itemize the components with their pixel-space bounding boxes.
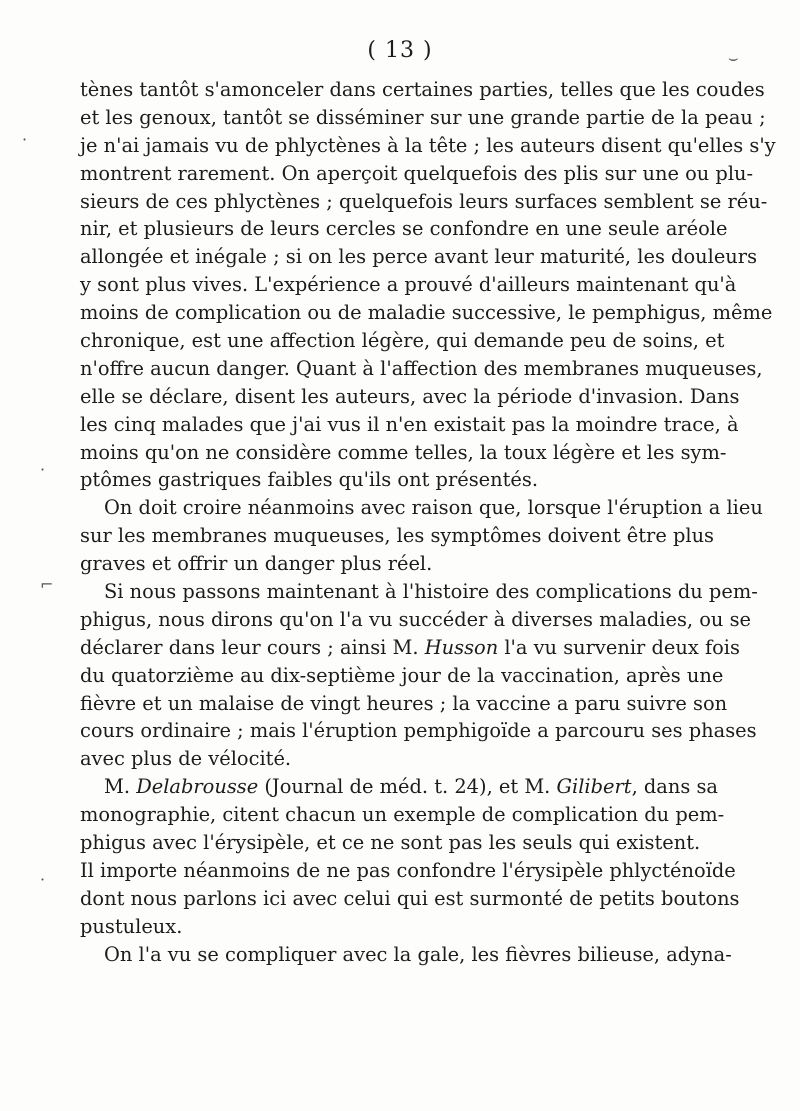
text-line: chronique, est une affection légère, qui demande peu de soins, et [80,329,725,353]
text-line: je n'ai jamais vu de phlyctènes à la tête ; les auteurs disent qu'elles s'y [80,133,776,157]
text-line: avec plus de vélocité. [80,747,292,771]
text-line: On doit croire néanmoins avec raison que, lorsque l'éruption a lieu [104,496,763,520]
text-line: pustuleux. [80,914,183,938]
author-name: Husson [424,635,499,659]
margin-mark: ⌣ [728,48,739,67]
margin-mark: ⌐ [40,575,54,594]
text-line: phigus avec l'érysipèle, et ce ne sont pas les seuls qui existent. [80,831,701,855]
text-line: sur les membranes muqueuses, les symptômes doivent être plus [80,524,715,548]
text-line: moins qu'on ne considère comme telles, la toux légère et les sym- [80,440,727,464]
text-line: tènes tantôt s'amonceler dans certaines parties, telles que les coudes [80,78,765,101]
author-name: Gilibert [556,775,632,799]
text-line: M. Delabrousse (Journal de méd. t. 24), et M. Gilibert, dans sa [104,775,718,799]
text-line: fièvre et un malaise de vingt heures ; la vaccine a paru suivre son [80,691,728,715]
text-line: n'offre aucun danger. Quant à l'affection des membranes muqueuses, [80,356,763,380]
text-line: montrent rarement. On aperçoit quelquefois des plis sur une ou plu- [80,161,754,185]
text-line: les cinq malades que j'ai vus il n'en existait pas la moindre trace, à [80,412,739,436]
text-line: cours ordinaire ; mais l'éruption pemphigoïde a parcouru ses phases [80,719,757,743]
margin-mark: · [40,460,46,479]
page-text [80,76,776,969]
text-line: dont nous parlons ici avec celui qui est surmonté de petits boutons [80,886,740,910]
margin-mark: · [40,870,46,889]
text-line: allongée et inégale ; si on les perce avant leur maturité, les douleurs [80,245,758,269]
page-number: ( 13 ) [367,38,433,63]
text-line: déclarer dans leur cours ; ainsi M. Husson l'a vu survenir deux fois [80,635,740,659]
margin-mark: · [22,130,28,149]
text-line: du quatorzième au dix-septième jour de la vaccination, après une [80,663,724,687]
text-line: graves et offrir un danger plus réel. [80,552,433,576]
text-line: monographie, citent chacun un exemple de complication du pem- [80,803,725,827]
text-line: y sont plus vives. L'expérience a prouvé d'ailleurs maintenant qu'à [80,273,737,297]
text-line: sieurs de ces phlyctènes ; quelquefois leurs surfaces semblent se réu- [80,189,768,213]
text-line: ptômes gastriques faibles qu'ils ont présentés. [80,468,538,492]
text-line: Si nous passons maintenant à l'histoire des complications du pem- [104,580,758,604]
text-line: Il importe néanmoins de ne pas confondre l'érysipèle phlycténoïde [80,858,736,882]
text-line: phigus, nous dirons qu'on l'a vu succéder à diverses maladies, ou se [80,607,751,631]
text-line: nir, et plusieurs de leurs cercles se confondre en une seule aréole [80,217,728,241]
author-name: Delabrousse [136,775,259,799]
text-line: elle se déclare, disent les auteurs, avec la période d'invasion. Dans [80,384,740,408]
text-line: On l'a vu se compliquer avec la gale, les fièvres bilieuse, adyna- [104,942,732,966]
text-line: et les genoux, tantôt se disséminer sur une grande partie de la peau ; [80,105,766,129]
text-line: moins de complication ou de maladie successive, le pemphigus, même [80,301,773,325]
